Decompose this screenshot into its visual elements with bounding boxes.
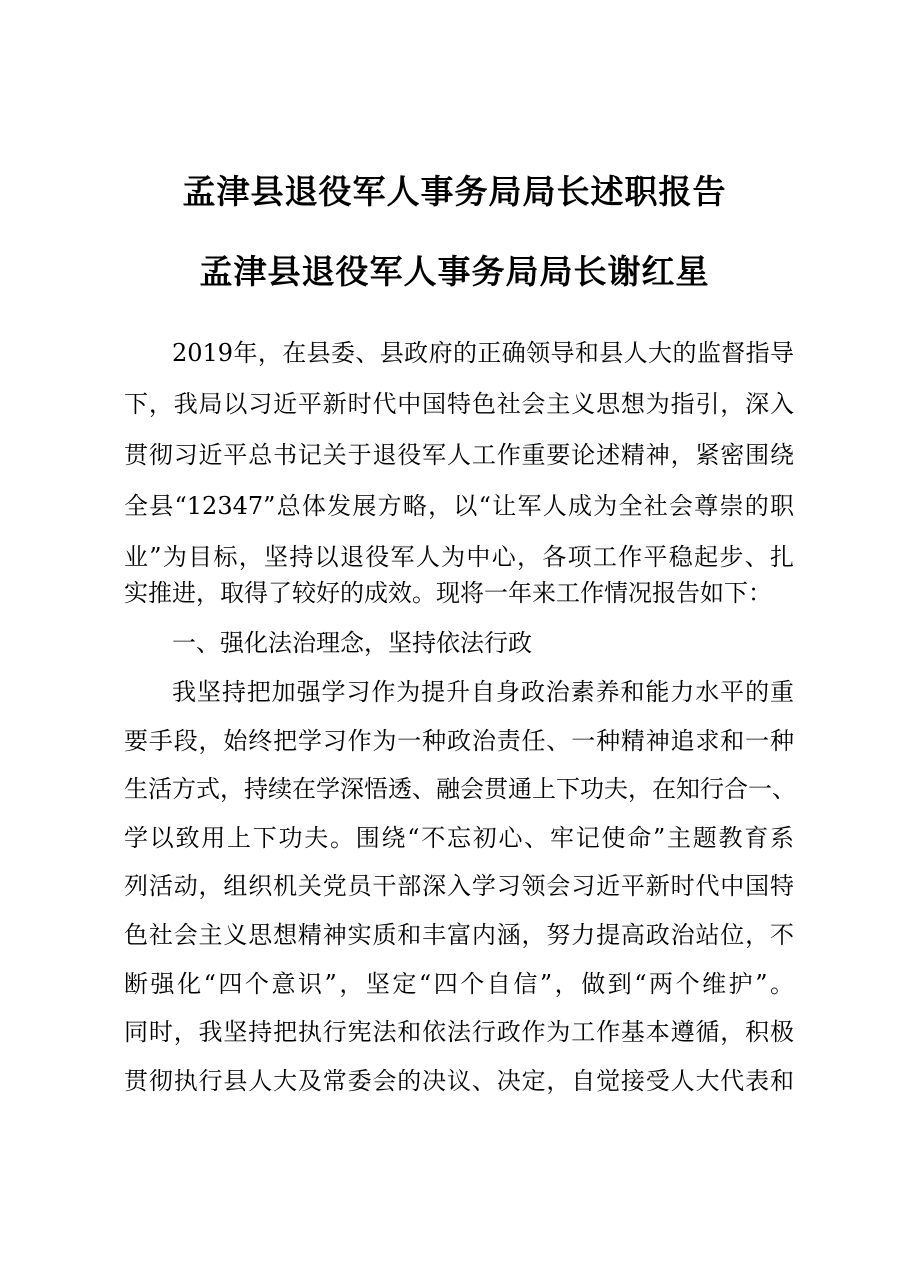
document-subtitle: 孟津县退役军人事务局局长谢红星 [199,252,710,291]
paragraph-line: 下，我局以习近平新时代中国特色社会主义思想为指引，深入 [124,390,794,418]
paragraph-line: 2019年，在县委、县政府的正确领导和县人大的监督指导 [172,339,794,367]
paragraph-line: 要手段，始终把学习作为一种政治责任、一种精神追求和一种 [124,727,794,755]
paragraph-line: 断强化“四个意识”，坚定“四个自信”，做到“两个维护”。 [124,970,794,998]
paragraph-line: 我坚持把加强学习作为提升自身政治素养和能力水平的重 [172,678,794,706]
paragraph-line: 生活方式，持续在学深悟透、融会贯通上下功夫，在知行合一、 [124,775,796,803]
section-heading: 一、强化法治理念，坚持依法行政 [172,629,532,657]
paragraph-line: 列活动，组织机关党员干部深入学习领会习近平新时代中国特 [124,872,794,900]
paragraph-line: 学以致用上下功夫。围绕“不忘初心、牢记使命”主题教育系 [124,824,794,852]
paragraph-line: 业”为目标，坚持以退役军人为中心，各项工作平稳起步、扎 [124,543,794,571]
paragraph-line: 贯彻执行县人大及常委会的决议、决定，自觉接受人大代表和 [124,1067,794,1095]
document-title: 孟津县退役军人事务局局长述职报告 [182,172,727,211]
paragraph-line: 贯彻习近平总书记关于退役军人工作重要论述精神，紧密围绕 [124,441,794,469]
paragraph-line: 同时，我坚持把执行宪法和依法行政作为工作基本遵循，积极 [124,1018,794,1046]
paragraph-line: 色社会主义思想精神实质和丰富内涵，努力提高政治站位，不 [124,921,794,949]
paragraph-line: 实推进，取得了较好的成效。现将一年来工作情况报告如下： [124,579,772,607]
paragraph-line: 全县“12347”总体发展方略，以“让军人成为全社会尊崇的职 [124,492,794,520]
